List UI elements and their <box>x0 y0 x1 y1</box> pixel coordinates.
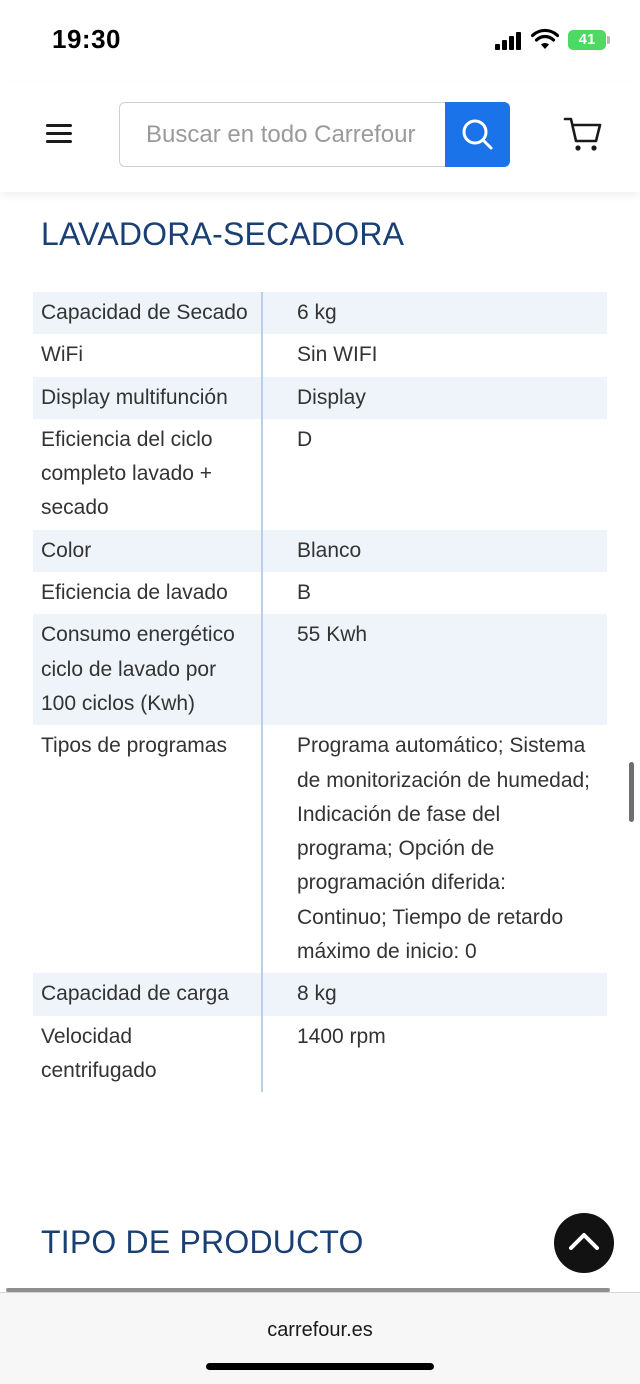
spec-label: Display multifunción <box>33 377 263 419</box>
spec-value: 6 kg <box>297 301 337 324</box>
browser-bottom-bar <box>0 1292 640 1384</box>
wifi-icon <box>531 28 559 50</box>
spec-table <box>33 292 607 1092</box>
battery-charging-icon <box>568 30 606 50</box>
section-title-tipo-de-producto: TIPO DE PRODUCTO <box>41 1224 364 1260</box>
signal-icon <box>495 32 523 50</box>
status-bar <box>0 0 640 82</box>
section-title-lavadora-secadora: LAVADORA-SECADORA <box>41 216 405 252</box>
spec-label: Velocidad centrifugado <box>33 1016 263 1093</box>
spec-label: Capacidad de Secado <box>33 292 263 334</box>
back-to-top-button[interactable] <box>554 1213 614 1273</box>
spec-value: Blanco <box>297 538 362 562</box>
spec-label: Eficiencia del ciclo completo lavado + secado <box>33 419 263 530</box>
spec-label: Color <box>33 530 263 572</box>
table-row <box>33 334 607 376</box>
spec-label: Tipos de programas <box>33 725 263 973</box>
spec-label: Eficiencia de lavado <box>33 572 263 614</box>
chevron-up-icon <box>554 1213 614 1273</box>
table-row <box>33 725 607 973</box>
spec-value: 1400 rpm <box>297 1024 386 1048</box>
spec-value: 55 Kwh <box>297 623 368 647</box>
table-row <box>33 530 607 572</box>
home-indicator[interactable] <box>206 1363 434 1370</box>
spec-value: 8 kg <box>297 982 337 1006</box>
table-row <box>33 419 607 530</box>
spec-value: Sin WIFI <box>297 343 378 367</box>
site-header <box>0 82 640 192</box>
address-bar-url[interactable]: carrefour.es <box>267 1319 373 1341</box>
hamburger-menu-icon[interactable] <box>40 118 80 148</box>
table-row <box>33 973 607 1015</box>
scrollbar-thumb[interactable] <box>629 762 634 822</box>
spec-label: WiFi <box>33 334 263 376</box>
spec-value: B <box>297 581 312 605</box>
search-icon <box>445 102 510 167</box>
spec-value: Display <box>297 385 366 409</box>
status-time: 19:30 <box>52 24 121 54</box>
spec-value: Programa automático; Sistema de monitorización de humedad; Indicación de fase del programa; Opción de programación diferida: Continuo; Tiempo de retardo máximo de inicio: 0 <box>297 734 591 964</box>
table-row <box>33 572 607 614</box>
table-row <box>33 377 607 419</box>
table-row <box>33 1016 607 1093</box>
spec-label: Capacidad de carga <box>33 973 263 1015</box>
spec-label: Consumo energético ciclo de lavado por 100 ciclos (Kwh) <box>33 614 263 725</box>
search-input[interactable] <box>119 102 449 167</box>
cart-button[interactable] <box>562 114 604 154</box>
spec-value: D <box>297 427 313 451</box>
table-row <box>33 292 607 334</box>
battery-level: 41 <box>578 31 596 48</box>
battery-cap <box>607 36 610 44</box>
table-row <box>33 614 607 725</box>
search-button[interactable] <box>445 102 510 167</box>
shopping-cart-icon <box>562 114 604 154</box>
